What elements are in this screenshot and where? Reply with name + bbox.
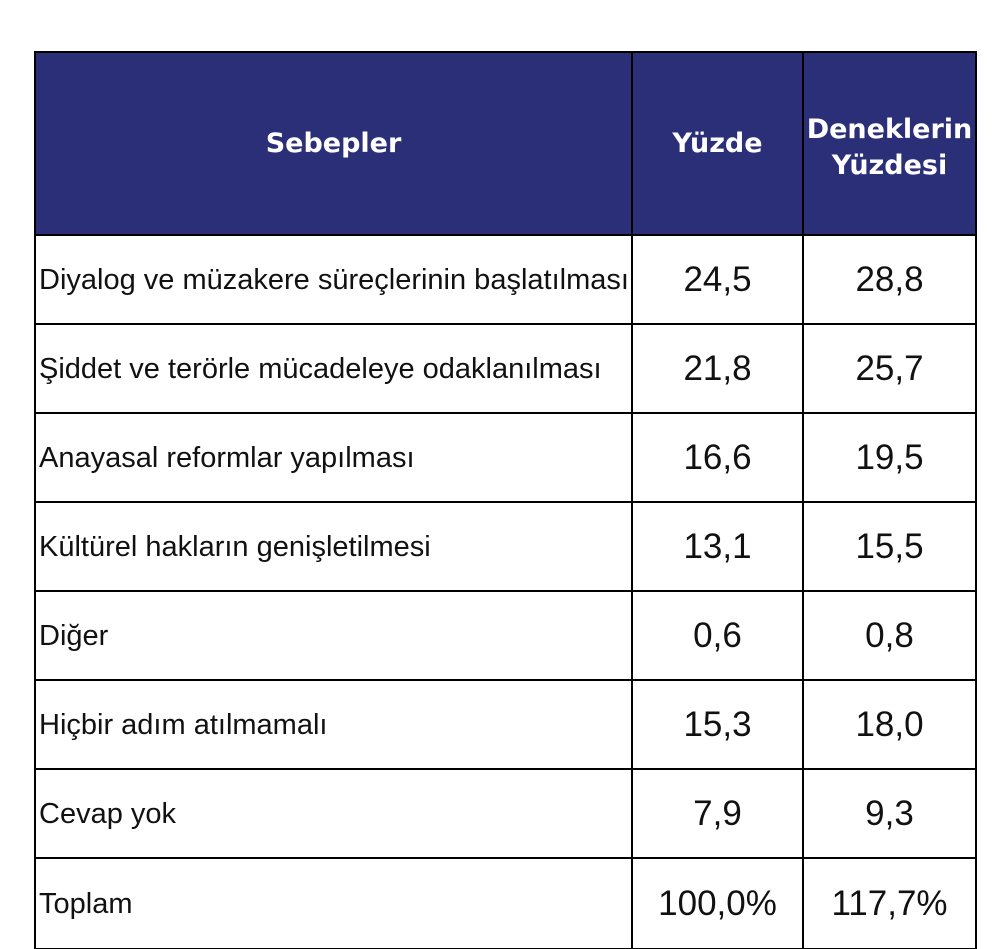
total-label-cell: Toplam [35, 858, 632, 949]
table-row [35, 680, 976, 769]
total-yuzde-cell: 100,0% [632, 858, 803, 949]
table-row [35, 324, 976, 413]
reason-cell: Diğer [35, 591, 632, 680]
yuzde-cell: 0,6 [632, 591, 803, 680]
deneklerin-cell: 28,8 [803, 235, 976, 324]
yuzde-cell: 7,9 [632, 769, 803, 858]
yuzde-cell: 16,6 [632, 413, 803, 502]
deneklerin-cell: 25,7 [803, 324, 976, 413]
table-row [35, 413, 976, 502]
table-row [35, 769, 976, 858]
table-row [35, 591, 976, 680]
reason-cell: Anayasal reformlar yapılması [35, 413, 632, 502]
table-row [35, 235, 976, 324]
reason-cell: Hiçbir adım atılmamalı [35, 680, 632, 769]
deneklerin-cell: 0,8 [803, 591, 976, 680]
total-deneklerin-cell: 117,7% [803, 858, 976, 949]
yuzde-cell: 13,1 [632, 502, 803, 591]
reason-cell: Şiddet ve terörle mücadeleye odaklanılması [35, 324, 632, 413]
yuzde-cell: 24,5 [632, 235, 803, 324]
reason-cell: Cevap yok [35, 769, 632, 858]
reason-cell: Kültürel hakların genişletilmesi [35, 502, 632, 591]
total-row [35, 858, 976, 949]
header-yuzde: Yüzde [632, 52, 803, 235]
deneklerin-cell: 9,3 [803, 769, 976, 858]
header-row [35, 52, 976, 235]
table-header [35, 52, 976, 235]
table-row [35, 502, 976, 591]
yuzde-cell: 21,8 [632, 324, 803, 413]
table-body [35, 235, 976, 949]
header-sebepler: Sebepler [35, 52, 632, 235]
deneklerin-cell: 18,0 [803, 680, 976, 769]
reasons-table [34, 51, 977, 949]
deneklerin-cell: 15,5 [803, 502, 976, 591]
yuzde-cell: 15,3 [632, 680, 803, 769]
reason-cell: Diyalog ve müzakere süreçlerinin başlatılması [35, 235, 632, 324]
header-deneklerin-yuzdesi: Deneklerin Yüzdesi [803, 52, 976, 235]
deneklerin-cell: 19,5 [803, 413, 976, 502]
